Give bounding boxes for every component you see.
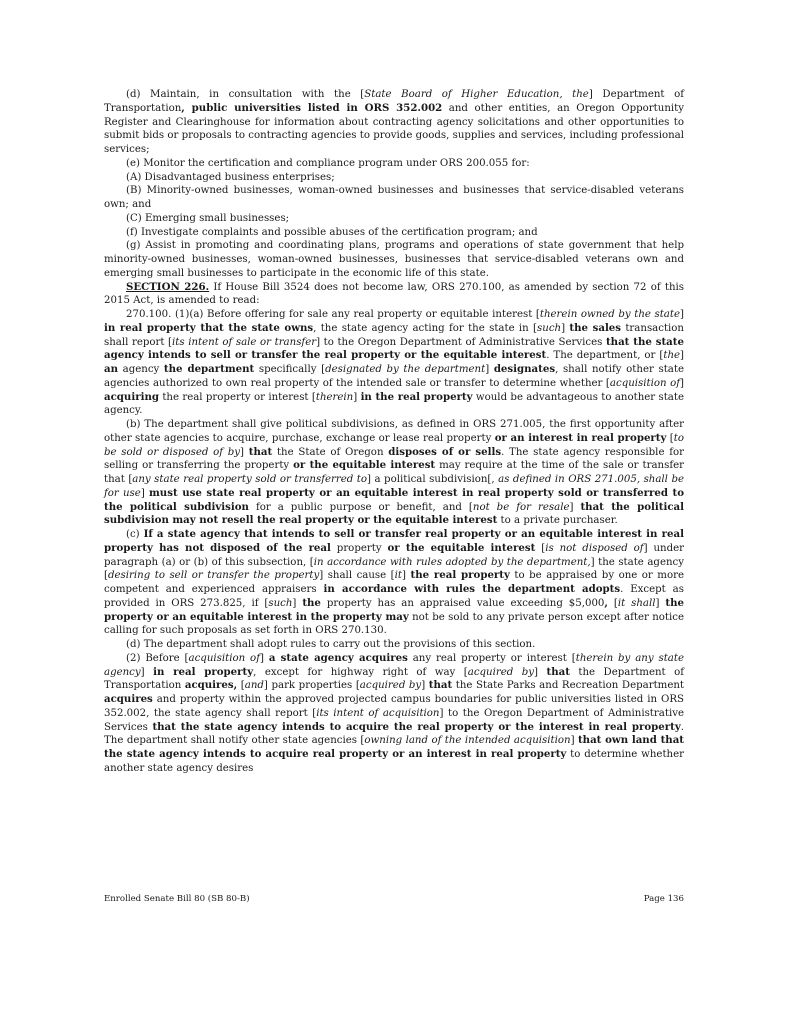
bold-amendment: that — [428, 679, 453, 692]
text-run: ] Department of Transportation — [104, 89, 684, 114]
bold-amendment: in real property that the state owns — [104, 321, 314, 334]
text-run: ] — [655, 597, 666, 609]
text-run: specifically [ — [254, 364, 326, 375]
text-run: ] to the Oregon Department of Administrative Services — [316, 336, 606, 348]
text-run: (e) Monitor the certification and compliance program under ORS 200.055 for: — [126, 157, 530, 169]
text-run: transaction shall report [ — [104, 322, 684, 348]
bold-amendment: that — [248, 445, 273, 458]
text-run: ] — [292, 597, 303, 609]
deleted-text: not be for resale — [472, 501, 570, 513]
text-run: If House Bill 3524 does not become law, ORS 270.100, as amended by section 72 of this 2015 Act, is amended to read: — [104, 281, 685, 307]
deleted-text: as defined in ORS 271.005, shall be for use — [104, 474, 684, 499]
text-run: and property within the approved projected campus boundaries for public universities listed in ORS 352.002, the state agency shall report [ — [104, 694, 684, 719]
page-footer — [104, 894, 684, 904]
text-run: the real property or interest [ — [158, 391, 316, 403]
text-run: , shall notify other state agencies authorized to own real property of the intended sale or transfer to determine whether [ — [104, 364, 684, 389]
deleted-text: any state real property sold or transferred to — [132, 474, 368, 485]
text-run: ] — [569, 501, 581, 513]
text-run: property — [330, 542, 388, 554]
deleted-text: designated by the department — [325, 364, 486, 375]
text-run: ] — [140, 666, 154, 678]
bold-amendment: an — [104, 363, 119, 375]
bold-amendment: or the equitable interest — [293, 459, 436, 472]
deleted-text: owning land of the intended acquisition — [364, 735, 571, 747]
text-run: ] under paragraph (a) or (b) of this subsection, [ — [104, 542, 684, 568]
text-run: ] — [402, 570, 411, 582]
bold-amendment: acquires, — [184, 679, 238, 692]
text-run: ] — [140, 487, 150, 499]
text-run: the Department of Transportation — [104, 666, 685, 692]
text-run: to determine whether another state agency desires — [104, 749, 684, 774]
bold-amendment: the real property — [410, 569, 510, 582]
p-e-monitor — [104, 157, 684, 171]
bold-amendment: or an interest in real property — [494, 431, 667, 444]
text-run: [ — [607, 597, 618, 609]
bold-amendment: , — [604, 596, 608, 609]
bold-amendment: If a state agency that intends to sell or transfer real property or an equitable interest in real property has not disposed of the real — [104, 528, 684, 554]
text-run: (C) Emerging small businesses; — [126, 212, 290, 224]
text-run: ] — [534, 666, 547, 678]
text-run: . The department, or [ — [546, 350, 664, 362]
page-number: Page 136 — [643, 894, 684, 904]
text-run: ] — [485, 364, 494, 375]
text-run: . Except as provided in ORS 273.825, if [ — [104, 584, 684, 609]
p-b-minority — [104, 184, 684, 212]
text-run: (d) The department shall adopt rules to carry out the provisions of this section. — [126, 639, 536, 650]
text-run: . The state agency responsible for selling or transferring the property — [104, 446, 684, 472]
p-c-emerging — [104, 212, 684, 226]
text-run: ] — [570, 735, 578, 747]
p-270-100-1c — [104, 528, 684, 638]
text-run: ] the state agency [ — [104, 556, 684, 582]
p-d-maintain — [104, 88, 684, 157]
text-run: ] — [680, 309, 684, 320]
bold-amendment: that own land that the state agency intends to acquire real property or an interest in real property — [104, 734, 685, 760]
bold-amendment: the property or an equitable interest in the property may — [104, 596, 684, 623]
text-run: (2) Before [ — [126, 652, 189, 664]
text-run: and other entities, an Oregon Opportunity Register and Clearinghouse for information about contracting agency solicitations and other opportunities to submit bids or proposals to contracting agencies to provide goods, supplies and services, including professional services; — [104, 102, 684, 155]
text-run: (c) — [126, 529, 144, 540]
bold-amendment: that — [546, 665, 570, 678]
deleted-text: its intent of acquisition — [316, 707, 440, 719]
text-run: (d) Maintain, in consultation with the [ — [126, 89, 365, 100]
text-run: [ — [535, 542, 546, 554]
text-run: ] shall cause [ — [319, 570, 395, 582]
deleted-text: to be sold or disposed of by — [104, 432, 684, 458]
text-run: ] — [680, 377, 684, 389]
text-run: would be advantageous to another state agency. — [104, 391, 684, 417]
deleted-text: acquired by — [359, 680, 422, 692]
text-run: ] — [421, 680, 429, 692]
text-run: 270.100. (1)(a) Before offering for sale any real property or equitable interest [ — [126, 309, 540, 320]
deleted-text: therein owned by the state — [539, 309, 681, 320]
text-run: agency — [118, 364, 164, 375]
bold-amendment: in real property — [153, 665, 254, 678]
bold-amendment: the sales — [569, 321, 622, 334]
text-run: property has an appraised value exceeding $5,000 — [320, 597, 605, 609]
text-run: (g) Assist in promoting and coordinating plans, programs and operations of state government that help minority-owned businesses, woman-owned businesses, businesses that service-disabled veterans own and emerging small businesses to participate in the economic life of this state. — [104, 240, 684, 279]
text-run: for a public purpose or benefit, and [ — [248, 501, 473, 513]
text-run: . The department shall notify other state agencies [ — [104, 721, 684, 747]
text-run: to a private purchaser. — [497, 515, 618, 527]
text-run: [ — [237, 680, 245, 692]
p-270-100-1a — [104, 308, 684, 418]
text-run: not be sold to any private person except after notice calling for such proposals as set forth in ORS 270.130. — [104, 611, 685, 637]
deleted-text: desiring to sell or transfer the property — [107, 570, 320, 582]
bold-amendment: acquiring — [104, 390, 159, 403]
deleted-text: is not disposed of — [545, 542, 644, 554]
deleted-text: State Board of Higher Education, the — [364, 89, 589, 100]
deleted-text: its intent of sale or transfer — [172, 336, 317, 348]
text-run: (b) The department shall give political subdivisions, as defined in ORS 271.005, the first opportunity after other state agencies to acquire, purchase, exchange or lease real property — [104, 419, 684, 444]
text-run: [ — [666, 432, 674, 444]
deleted-text: such — [268, 597, 293, 609]
deleted-text: the — [663, 350, 681, 362]
text-run: ] — [240, 446, 249, 458]
bold-amendment: must use state real property or an equitable interest in real property sold or transferred to the political subdivision — [104, 486, 684, 513]
deleted-text: it shall — [617, 597, 656, 609]
deleted-text: such — [537, 322, 562, 334]
p-a-disadvantaged — [104, 171, 684, 185]
text-run: (B) Minority-owned businesses, woman-owned businesses and businesses that service-disabled veterans own; and — [104, 185, 684, 210]
text-run: ] — [353, 391, 361, 403]
text-run: ] — [680, 350, 685, 362]
bold-amendment: acquires — [104, 693, 153, 705]
text-run: (A) Disadvantaged business enterprises; — [126, 171, 335, 183]
bold-amendment: designates — [493, 363, 556, 375]
deleted-text: acquired by — [467, 666, 535, 678]
deleted-text: in accordance with rules adopted by the department, — [313, 556, 591, 568]
bold-amendment: that the state agency intends to acquire the real property or the interest in real property — [152, 720, 681, 733]
text-run: ] to the Oregon Department of Administrative Services — [104, 707, 684, 733]
deleted-text: and — [244, 680, 264, 692]
text-run: any real property or interest [ — [407, 652, 576, 664]
text-run: (f) Investigate complaints and possible abuses of the certification program; and — [126, 226, 538, 238]
section-heading: SECTION 226. — [126, 280, 210, 293]
text-run: ] — [259, 652, 269, 664]
deleted-text: acquisition of — [609, 377, 681, 389]
text-run: the State Parks and Recreation Department — [452, 680, 685, 692]
bill-identifier: Enrolled Senate Bill 80 (SB 80-B) — [104, 894, 250, 904]
bold-amendment: the department — [163, 363, 255, 375]
text-run: may require at the time of the sale or transfer that [ — [104, 460, 684, 485]
p-g-assist — [104, 239, 684, 280]
p-270-100-2 — [104, 652, 684, 776]
deleted-text: therein — [315, 391, 354, 403]
bold-amendment: in accordance with rules the department adopts — [323, 583, 621, 595]
text-run: , except for highway right of way [ — [253, 666, 468, 678]
bold-amendment: or the equitable interest — [387, 541, 536, 554]
text-run: ] — [561, 322, 570, 334]
text-run: , the state agency acting for the state in [ — [313, 322, 538, 334]
bold-amendment: in the real property — [360, 390, 473, 403]
bold-amendment: that the state agency intends to sell or transfer the real property or the equitable interest — [104, 335, 684, 362]
text-run: the State of Oregon — [272, 446, 389, 458]
bold-amendment: that the political subdivision may not resell the real property or the equitable interest — [104, 500, 684, 527]
p-270-100-1b — [104, 418, 684, 528]
text-run: to be appraised by one or more competent and experienced appraisers — [104, 570, 684, 595]
p-270-100-1d — [104, 638, 684, 652]
p-f-investigate — [104, 226, 684, 240]
deleted-text: therein by any state agency — [104, 652, 684, 678]
bold-amendment: a state agency acquires — [268, 651, 408, 664]
text-run: ] park properties [ — [263, 680, 360, 692]
bold-amendment: the — [302, 596, 321, 609]
document-body — [104, 88, 684, 776]
deleted-text: it — [394, 570, 403, 582]
p-section-226 — [104, 281, 684, 309]
bold-amendment: , public universities listed in ORS 352.002 — [181, 101, 443, 114]
bold-amendment: disposes of or sells — [388, 445, 502, 458]
text-run: ] a political subdivision[, — [367, 474, 499, 485]
deleted-text: acquisition of — [188, 652, 260, 664]
